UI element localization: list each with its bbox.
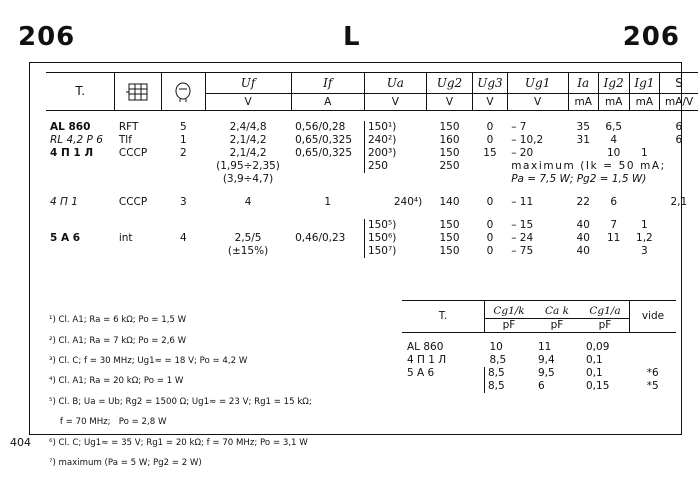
cell-if: 0,65/0,325 — [295, 134, 353, 146]
col-s-header: S — [660, 73, 698, 94]
footnote: ³) Cl. C; f = 30 MHz; Ug1≈ = 18 V; Po = 4,2 W — [49, 356, 248, 367]
cell-ug3: 0 — [486, 134, 494, 146]
cell-ug2: 150 — [439, 121, 460, 133]
cell-s — [660, 147, 698, 160]
cell-ug1: – 7 — [511, 121, 527, 133]
capacitance-table — [402, 300, 676, 393]
cell-type: RL 4,2 P 6 — [50, 134, 103, 146]
cell-ia — [568, 147, 598, 160]
table-row — [402, 354, 676, 367]
col-if-header: If — [291, 73, 364, 94]
footnote: ²) Cl. A1; Ra = 7 kΩ; Po = 2,6 W — [49, 335, 187, 346]
cell-base: 1 — [180, 134, 187, 146]
cell-ua: 150⁶) — [364, 232, 426, 245]
cell-if: 0,56/0,28 — [295, 121, 346, 133]
cell-ig1 — [629, 196, 660, 209]
footnote: ⁷) maximum (Pa = 5 W; Pg2 = 2 W) — [49, 458, 202, 469]
cap-col-cg1k: Cg1/k — [485, 301, 534, 319]
cap-col-type: T. — [402, 301, 485, 333]
tube-bulb-icon — [162, 73, 205, 111]
cap-type — [402, 380, 485, 393]
cap-type: AL 860 — [407, 341, 444, 353]
cell-ug3: 0 — [486, 219, 494, 231]
cell-maker: Tlf — [118, 134, 132, 146]
base-pinout-icon — [115, 73, 162, 111]
unit-ig1: mA — [629, 94, 660, 111]
unit-ig2: mA — [598, 94, 629, 111]
cell-uf-tolerance: (±15%) — [227, 245, 269, 257]
cap-type: 5 A 6 — [407, 367, 435, 379]
cap-cak: 9,4 — [538, 354, 555, 366]
cell-maker: CCCP — [118, 147, 148, 159]
cell-type: 5 A 6 — [50, 232, 81, 244]
unit-ug3: V — [473, 94, 507, 111]
cell-ia: 40 — [576, 219, 590, 231]
cell-type: 4 П 1 Л — [50, 147, 94, 159]
cell-ig2 — [598, 245, 629, 258]
cap-cg1k: 8,5 — [489, 354, 507, 366]
cell-ig2: 6 — [610, 196, 618, 208]
unit-ug1: V — [507, 94, 568, 111]
table-row — [46, 121, 698, 134]
cell-maximum-note: maximum (Ik = 50 mA; — [511, 160, 666, 172]
cell-ia: 40 — [576, 245, 590, 257]
cell-ug1: – 15 — [511, 219, 534, 231]
cell-uf: 2,1/4,2 — [229, 134, 267, 146]
cell-ug2: 150 — [439, 219, 460, 231]
cell-ua: 150¹) — [364, 121, 426, 134]
cell-ug2: 150 — [439, 232, 460, 244]
cell-uf: 2,1/4,2 — [229, 147, 267, 159]
cell-ua: 250 — [364, 160, 426, 173]
cell-ug1: – 20 — [511, 147, 534, 159]
col-uf-header: Uf — [205, 73, 291, 94]
tube-data-table — [46, 72, 698, 258]
header-letter: L — [343, 22, 361, 52]
cell-ua: 150⁵) — [364, 219, 426, 232]
cell-ia: 22 — [576, 196, 590, 208]
cell-ig1: 1,2 — [636, 232, 653, 244]
cell-ug2: 250 — [439, 160, 460, 172]
cell-s: 6 — [675, 121, 683, 133]
cell-ug3: 15 — [483, 147, 497, 159]
table-row — [46, 245, 698, 258]
col-ug1-header: Ug1 — [507, 73, 568, 94]
unit-ug2: V — [426, 94, 473, 111]
table-row — [46, 160, 698, 173]
header-right-number: 206 — [622, 22, 680, 52]
cell-ug2: 160 — [439, 134, 460, 146]
cell-ug2: 150 — [439, 245, 460, 257]
cell-type: 4 П 1 — [50, 196, 78, 208]
cap-cg1a: 0,1 — [586, 367, 603, 379]
footnotes — [49, 305, 312, 478]
cell-ug1: – 24 — [511, 232, 534, 244]
table-row — [46, 173, 698, 186]
cap-unit: pF — [581, 319, 630, 333]
table-row — [46, 219, 698, 232]
cell-uf: 2,4/4,8 — [229, 121, 267, 133]
cell-ug2: 150 — [439, 147, 460, 159]
col-ua-header: Ua — [364, 73, 426, 94]
cell-ig2: 6,5 — [605, 121, 623, 133]
unit-if: A — [291, 94, 364, 111]
cell-base: 4 — [180, 232, 187, 244]
cap-vide — [630, 341, 677, 354]
cell-ua: 240⁴) — [393, 196, 423, 208]
unit-ua: V — [364, 94, 426, 111]
cell-ig2: 7 — [610, 219, 618, 231]
cell-uf: 4 — [244, 196, 252, 208]
cell-ig1 — [629, 121, 660, 134]
cell-ig2: 4 — [610, 134, 618, 146]
footnote: ⁵) Cl. B; Ua = Ub; Rg2 = 1500 Ω; Ug1≈ = 23 V; Rg1 = 15 kΩ; — [49, 396, 312, 407]
cap-cg1k: 10 — [489, 341, 503, 353]
cell-maker: RFT — [118, 121, 139, 133]
cap-cak: 6 — [538, 380, 545, 392]
cap-cg1a: 0,09 — [586, 341, 610, 353]
cell-if: 0,65/0,325 — [295, 147, 353, 159]
unit-ia: mA — [568, 94, 598, 111]
cell-ug3: 0 — [486, 196, 494, 208]
cell-ig1: 3 — [641, 245, 648, 257]
cell-ug1: – 11 — [511, 196, 534, 208]
cap-col-vide: vide — [630, 301, 677, 333]
cell-ia: 35 — [576, 121, 590, 133]
cap-cg1k: 8,5 — [485, 380, 534, 393]
cap-col-cak: Ca k — [533, 301, 581, 319]
footnote: ¹) Cl. A1; Ra = 6 kΩ; Po = 1,5 W — [49, 315, 187, 326]
cell-ig1 — [629, 134, 660, 147]
table-row — [402, 367, 676, 380]
col-ia-header: Ia — [568, 73, 598, 94]
cap-cg1a: 0,15 — [586, 380, 610, 392]
table-header-symbols — [46, 73, 698, 94]
footnote: f = 70 MHz; Po = 2,8 W — [49, 417, 167, 428]
cell-ua: 150⁷) — [364, 245, 426, 258]
cap-unit: pF — [533, 319, 581, 333]
col-ig2-header: Ig2 — [598, 73, 629, 94]
cell-ug2: 140 — [439, 196, 460, 208]
cell-maximum-note: Pa = 7,5 W; Pg2 = 1,5 W) — [511, 173, 647, 185]
unit-s: mA/V — [660, 94, 698, 111]
footnote: ⁶) Cl. C; Ug1≈ = 35 V; Rg1 = 20 kΩ; f = 70 MHz; Po = 3,1 W — [49, 437, 308, 448]
table-row — [402, 380, 676, 393]
cell-if: 1 — [324, 196, 332, 208]
cell-ia: 31 — [576, 134, 590, 146]
cell-s: 2,1 — [670, 196, 688, 208]
cap-unit: pF — [485, 319, 534, 333]
cap-vide: *6 — [646, 367, 659, 379]
page-number: 404 — [10, 436, 31, 449]
header-left-number: 206 — [18, 22, 76, 52]
cap-vide: *5 — [646, 380, 659, 392]
cell-uf-tolerance: (3,9÷4,7) — [222, 173, 274, 185]
cap-cak: 9,5 — [538, 367, 555, 379]
cell-ua: 200³) — [364, 147, 426, 160]
cell-ug3: 0 — [486, 232, 494, 244]
cap-cg1k: 8,5 — [485, 367, 534, 380]
col-ug3-header: Ug3 — [473, 73, 507, 94]
cell-ig2: 11 — [607, 232, 621, 244]
cell-type: AL 860 — [50, 121, 91, 133]
cap-cg1a: 0,1 — [586, 354, 603, 366]
col-ig1-header: Ig1 — [629, 73, 660, 94]
cap-vide — [630, 354, 677, 367]
cell-ug3: 0 — [486, 121, 494, 133]
col-type-header: T. — [46, 73, 115, 111]
cell-ig1: 1 — [641, 147, 648, 159]
cell-base: 2 — [180, 147, 187, 159]
table-row — [46, 147, 698, 160]
cell-ug1: – 10,2 — [511, 134, 544, 146]
cell-maker: int — [118, 232, 133, 244]
cell-ug1: – 75 — [511, 245, 534, 257]
capacitance-header — [402, 301, 676, 319]
cell-uf: 2,5/5 — [234, 232, 262, 244]
table-row — [46, 232, 698, 245]
cell-s: 6 — [675, 134, 683, 146]
cell-ia: 40 — [576, 232, 590, 244]
cap-col-cg1a: Cg1/a — [581, 301, 630, 319]
cell-ua: 240²) — [364, 134, 426, 147]
footnote: ⁴) Cl. A1; Ra = 20 kΩ; Po = 1 W — [49, 376, 184, 387]
cap-type: 4 П 1 Л — [407, 354, 447, 366]
table-row — [46, 196, 698, 209]
cell-base: 5 — [180, 121, 187, 133]
table-row — [46, 134, 698, 147]
cell-maker: CCCP — [118, 196, 148, 208]
cap-cak: 11 — [538, 341, 552, 353]
cell-ug3: 0 — [486, 245, 494, 257]
cell-ig2: 10 — [607, 147, 621, 159]
cell-base: 3 — [180, 196, 187, 208]
cell-if: 0,46/0,23 — [295, 232, 346, 244]
col-ug2-header: Ug2 — [426, 73, 473, 94]
table-row — [402, 341, 676, 354]
unit-uf: V — [205, 94, 291, 111]
cell-uf-tolerance: (1,95÷2,35) — [216, 160, 280, 172]
cell-ig1: 1 — [641, 219, 648, 231]
